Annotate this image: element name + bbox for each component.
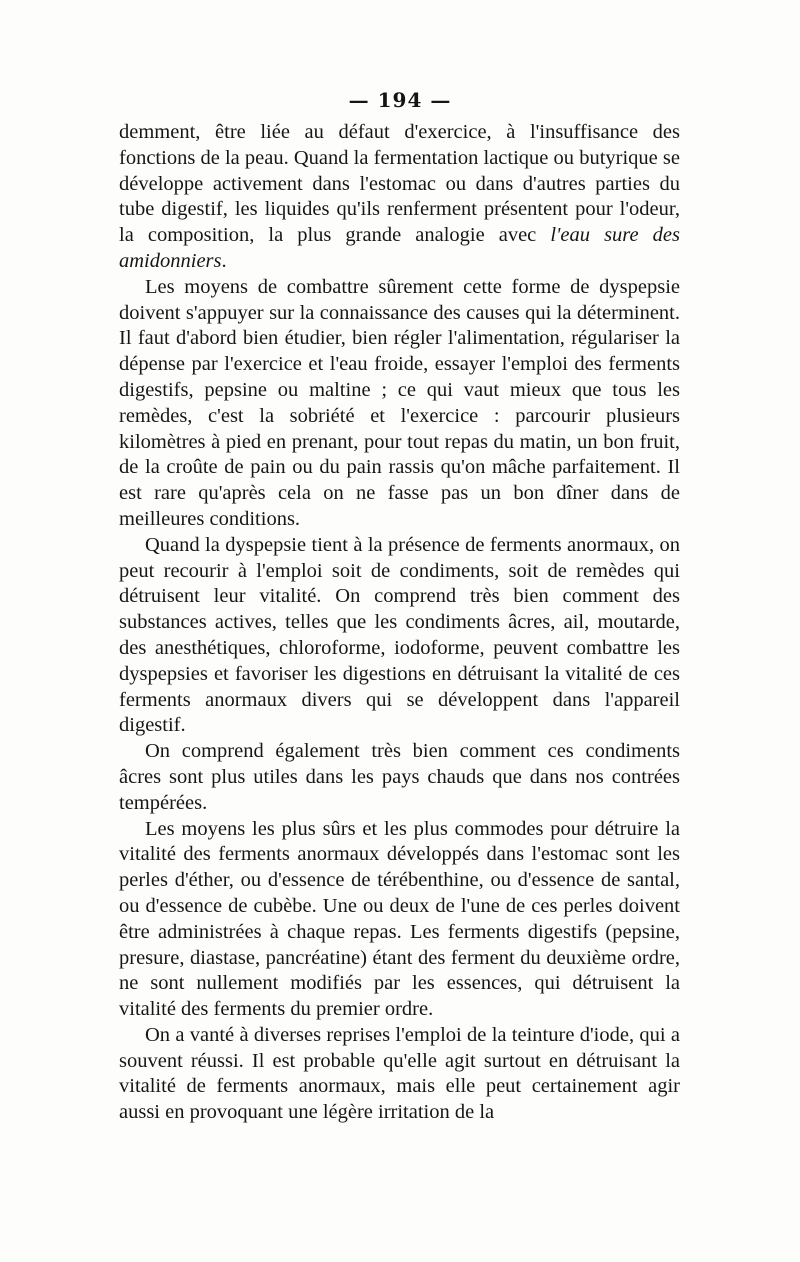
paragraph-1 <box>119 120 680 275</box>
paragraph-2: Les moyens de combattre sûrement cette forme de dyspepsie doivent s'appuyer sur la connaissance des causes qui la déterminent. Il faut d'abord bien étudier, bien régler l'alimentation, régulariser la dépense par l'exercice et l'eau froide, essayer l'emploi des ferments digestifs, pepsine ou maltine ; ce qui vaut mieux que tous les remèdes, c'est la sobriété et l'exercice : parcourir plusieurs kilomètres à pied en prenant, pour tout repas du matin, un bon fruit, de la croûte de pain ou du pain rassis qu'on mâche parfaitement. Il est rare qu'après cela on ne fasse pas un bon dîner dans de meilleures conditions. <box>119 275 680 530</box>
paragraph-6: On a vanté à diverses reprises l'emploi de la teinture d'iode, qui a souvent réussi. Il est probable qu'elle agit surtout en détruisant la vitalité de ferments anormaux, mais elle peut certainement agir aussi en provoquant une légère irritation de la <box>119 1023 680 1124</box>
body-text <box>119 120 680 1126</box>
paragraph-1-text: demment, être liée au défaut d'exercice, à l'insuffisance des fonctions de la peau. Quand la fermentation lactique ou butyrique se développe activement dans l'estomac ou dans d'autres parties du tube digestif, les liquides qu'ils renferment présentent pour l'odeur, la composition, la plus grande analogie avec <box>119 121 680 247</box>
paragraph-1-end: . <box>221 249 227 272</box>
paragraph-3: Quand la dyspepsie tient à la présence de ferments anormaux, on peut recourir à l'emploi soit de condiments, soit de remèdes qui détruisent leur vitalité. On comprend très bien comment des substances actives, telles que les condiments âcres, ail, moutarde, des anesthétiques, chloroforme, iodoforme, peuvent combattre les dyspepsies et favoriser les digestions en détruisant la vitalité de ces ferments anormaux divers qui se développent dans l'appareil digestif. <box>119 533 680 737</box>
paragraph-5: Les moyens les plus sûrs et les plus commodes pour détruire la vitalité des ferments anormaux développés dans l'estomac sont les perles d'éther, ou d'essence de térébenthine, ou d'essence de santal, ou d'essence de cubèbe. Une ou deux de l'une de ces perles doivent être administrées à chaque repas. Les ferments digestifs (pepsine, presure, diastase, pancréatine) étant des ferment du deuxième ordre, ne sont nullement modifiés par les essences, qui détruisent la vitalité des ferments du premier ordre. <box>119 817 680 1021</box>
paragraph-4: On comprend également très bien comment ces condiments âcres sont plus utiles dans les pays chauds que dans nos contrées tempérées. <box>119 740 680 814</box>
page-number: — 194 — <box>348 88 452 112</box>
paragraph-1-italic-term: l'eau sure des amidonniers <box>119 224 680 272</box>
